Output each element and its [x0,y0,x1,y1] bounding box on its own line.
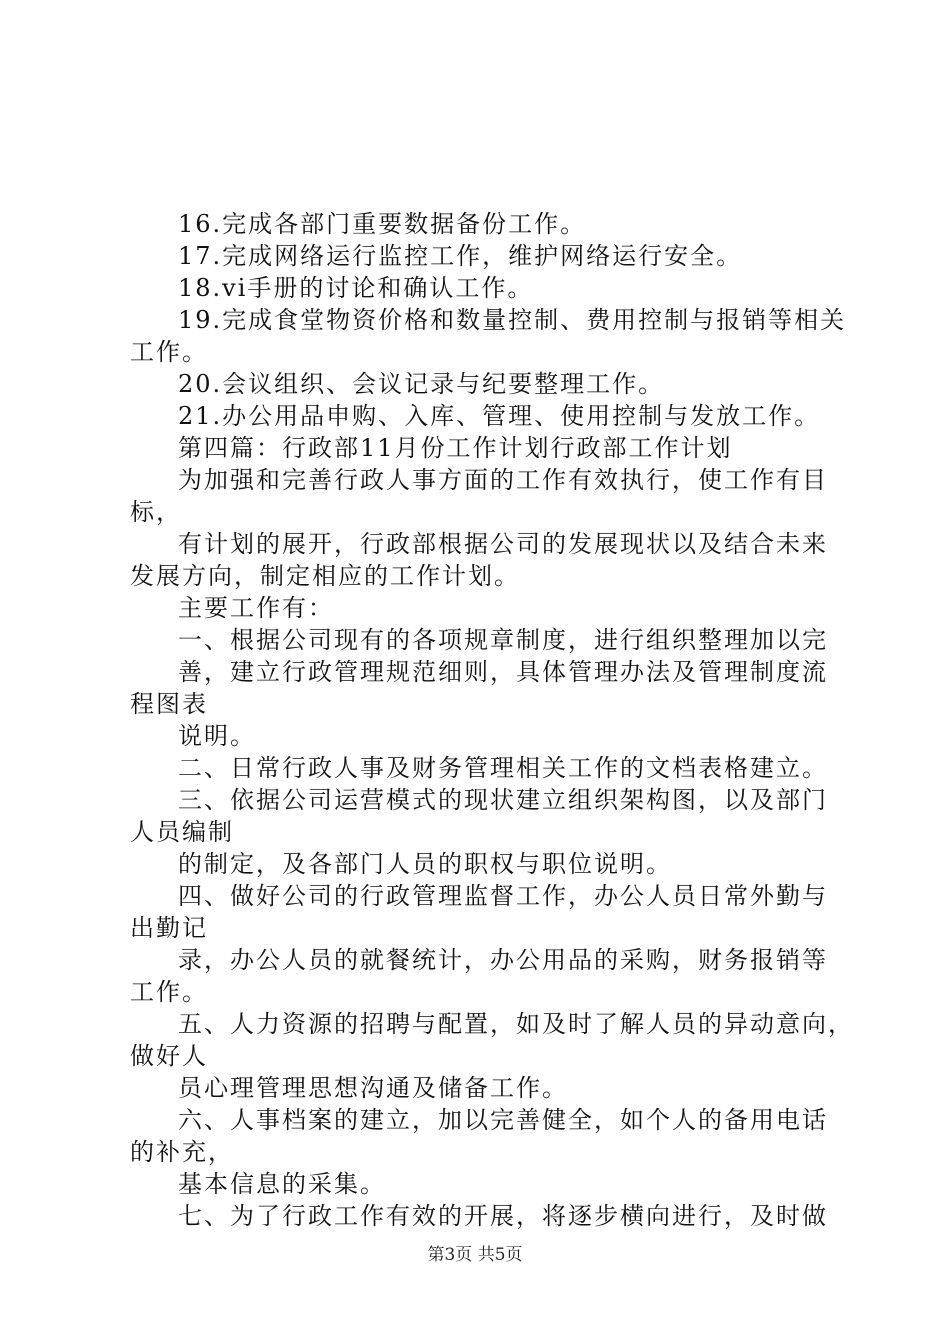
text-line: 四、做好公司的行政管理监督工作，办公人员日常外勤与 [178,882,828,910]
text-line: 七、为了行政工作有效的开展，将逐步横向进行，及时做 [178,1202,828,1230]
text-line: 六、人事档案的建立，加以完善健全，如个人的备用电话 [178,1106,828,1134]
text-line: 说明。 [178,722,256,750]
text-line: 工作。 [130,338,208,366]
text-line: 人员编制 [130,818,234,846]
text-line: 19.完成食堂物资价格和数量控制、费用控制与报销等相关 [178,306,847,334]
text-line: 做好人 [130,1042,208,1070]
text-line: 为加强和完善行政人事方面的工作有效执行，使工作有目 [178,466,828,494]
text-line: 的制定，及各部门人员的职权与职位说明。 [178,850,672,878]
text-line: 主要工作有： [178,594,334,622]
text-line: 21.办公用品申购、入库、管理、使用控制与发放工作。 [178,402,821,430]
text-line: 17.完成网络运行监控工作，维护网络运行安全。 [178,242,743,270]
text-line: 员心理管理思想沟通及储备工作。 [178,1074,568,1102]
text-line: 有计划的展开，行政部根据公司的发展现状以及结合未来 [178,530,828,558]
text-line: 工作。 [130,978,208,1006]
text-line: 程图表 [130,690,208,718]
text-line: 一、根据公司现有的各项规章制度，进行组织整理加以完 [178,626,828,654]
text-line: 三、依据公司运营模式的现状建立组织架构图，以及部门 [178,786,828,814]
text-line: 16.完成各部门重要数据备份工作。 [178,210,587,238]
text-line: 二、日常行政人事及财务管理相关工作的文档表格建立。 [178,754,828,782]
text-line: 标， [130,498,182,526]
text-line: 五、人力资源的招聘与配置，如及时了解人员的异动意向， [178,1010,854,1038]
text-line: 20.会议组织、会议记录与纪要整理工作。 [178,370,665,398]
text-line: 基本信息的采集。 [178,1170,386,1198]
text-line: 录，办公人员的就餐统计，办公用品的采购，财务报销等 [178,946,828,974]
section-heading: 第四篇：行政部11月份工作计划行政部工作计划 [178,434,733,462]
text-line: 18.vi手册的讨论和确认工作。 [178,274,534,302]
text-line: 善，建立行政管理规范细则，具体管理办法及管理制度流 [178,658,828,686]
text-line: 的补充， [130,1138,234,1166]
text-line: 出勤记 [130,914,208,942]
text-line: 发展方向，制定相应的工作计划。 [130,562,520,590]
page-number-footer: 第3页 共5页 [427,1245,523,1265]
